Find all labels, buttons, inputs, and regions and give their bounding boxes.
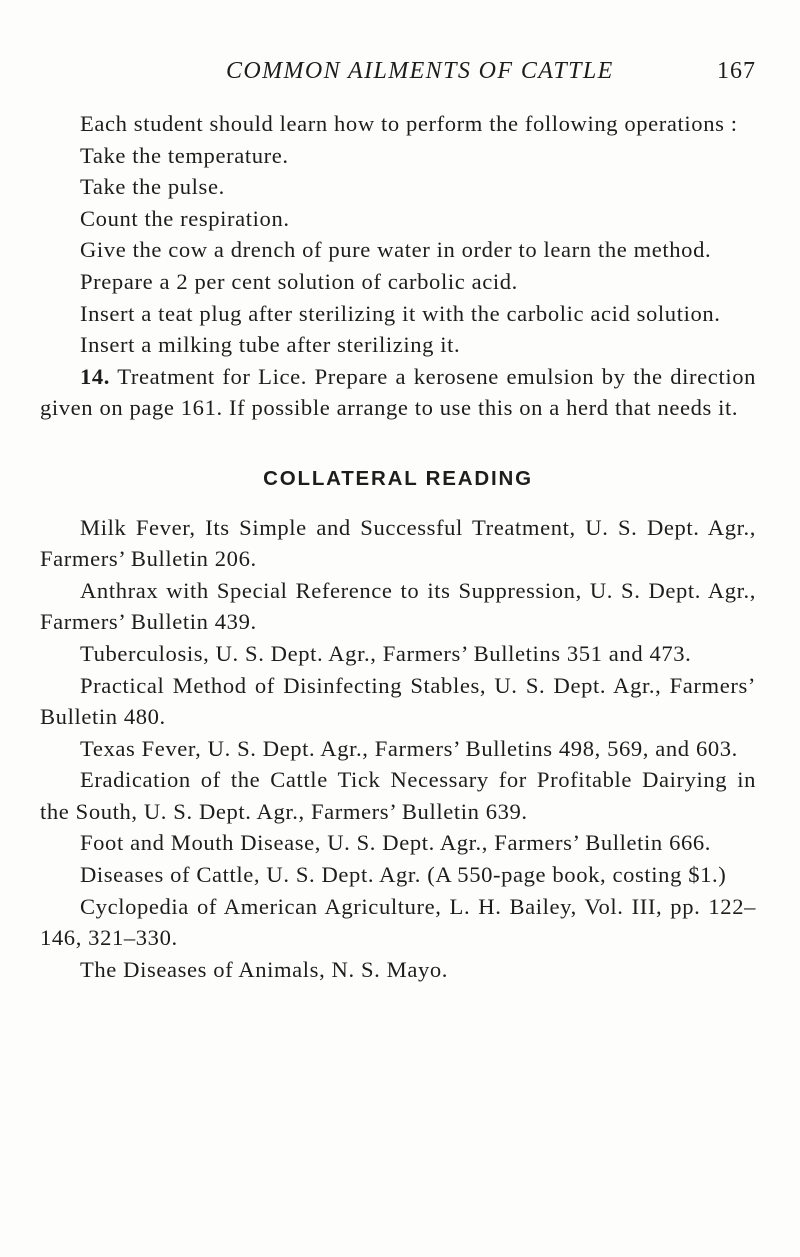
reference-item: The Diseases of Animals, N. S. Mayo. [80,956,448,982]
collateral-reading-heading: COLLATERAL READING [263,466,533,490]
exercise-number: 14. [80,363,111,389]
operation-item: Take the pulse. [80,174,225,200]
reference-item: Cyclopedia of American Agriculture, L. H. Bailey, Vol. III, pp. 122–146, 321–330. [40,893,756,951]
running-title: COMMON AILMENTS OF CATTLE [226,58,614,84]
reference-item: Tuberculosis, U. S. Dept. Agr., Farmers’ Bulletins 351 and 473. [80,640,692,666]
reference-item: Eradication of the Cattle Tick Necessary for Profitable Dairying in the South, U. S. Dept. Agr., Farmers’ Bulletin 639. [40,767,756,824]
exercise-title: Treatment for Lice. [117,363,307,389]
reference-item: Anthrax with Special Reference to its Suppression, U. S. Dept. Agr., Farmers’ Bulletin 439. [40,577,756,635]
book-page [40,58,756,985]
running-header [40,58,756,94]
operation-item: Insert a teat plug after sterilizing it with the carbolic acid solution. [80,300,721,326]
reference-item: Diseases of Cattle, U. S. Dept. Agr. (A 550-page book, costing $1.) [80,862,727,888]
exercise-intro: Each student should learn how to perform the following operations : [80,111,738,136]
operation-item: Prepare a 2 per cent solution of carbolic acid. [80,268,518,294]
operation-item: Give the cow a drench of pure water in order to learn the method. [80,237,712,263]
page-number: 167 [717,58,756,84]
exercise-item-14 [40,361,756,424]
page-body [40,108,756,985]
reference-item: Practical Method of Disinfecting Stables, U. S. Dept. Agr., Farmers’ Bulletin 480. [40,672,756,730]
reference-item: Foot and Mouth Disease, U. S. Dept. Agr., Farmers’ Bulletin 666. [80,830,712,856]
reference-item: Texas Fever, U. S. Dept. Agr., Farmers’ Bulletins 498, 569, and 603. [80,735,738,761]
operation-item: Take the temperature. [80,142,289,168]
operation-item: Insert a milking tube after sterilizing it. [80,332,461,358]
operation-item: Count the respiration. [80,205,290,231]
reference-item: Milk Fever, Its Simple and Successful Treatment, U. S. Dept. Agr., Farmers’ Bulletin 206. [40,514,756,572]
exercise-text: Prepare a kerosene emulsion by the direction given on page 161. If possible arrange to use this on a herd that needs it. [40,363,756,421]
